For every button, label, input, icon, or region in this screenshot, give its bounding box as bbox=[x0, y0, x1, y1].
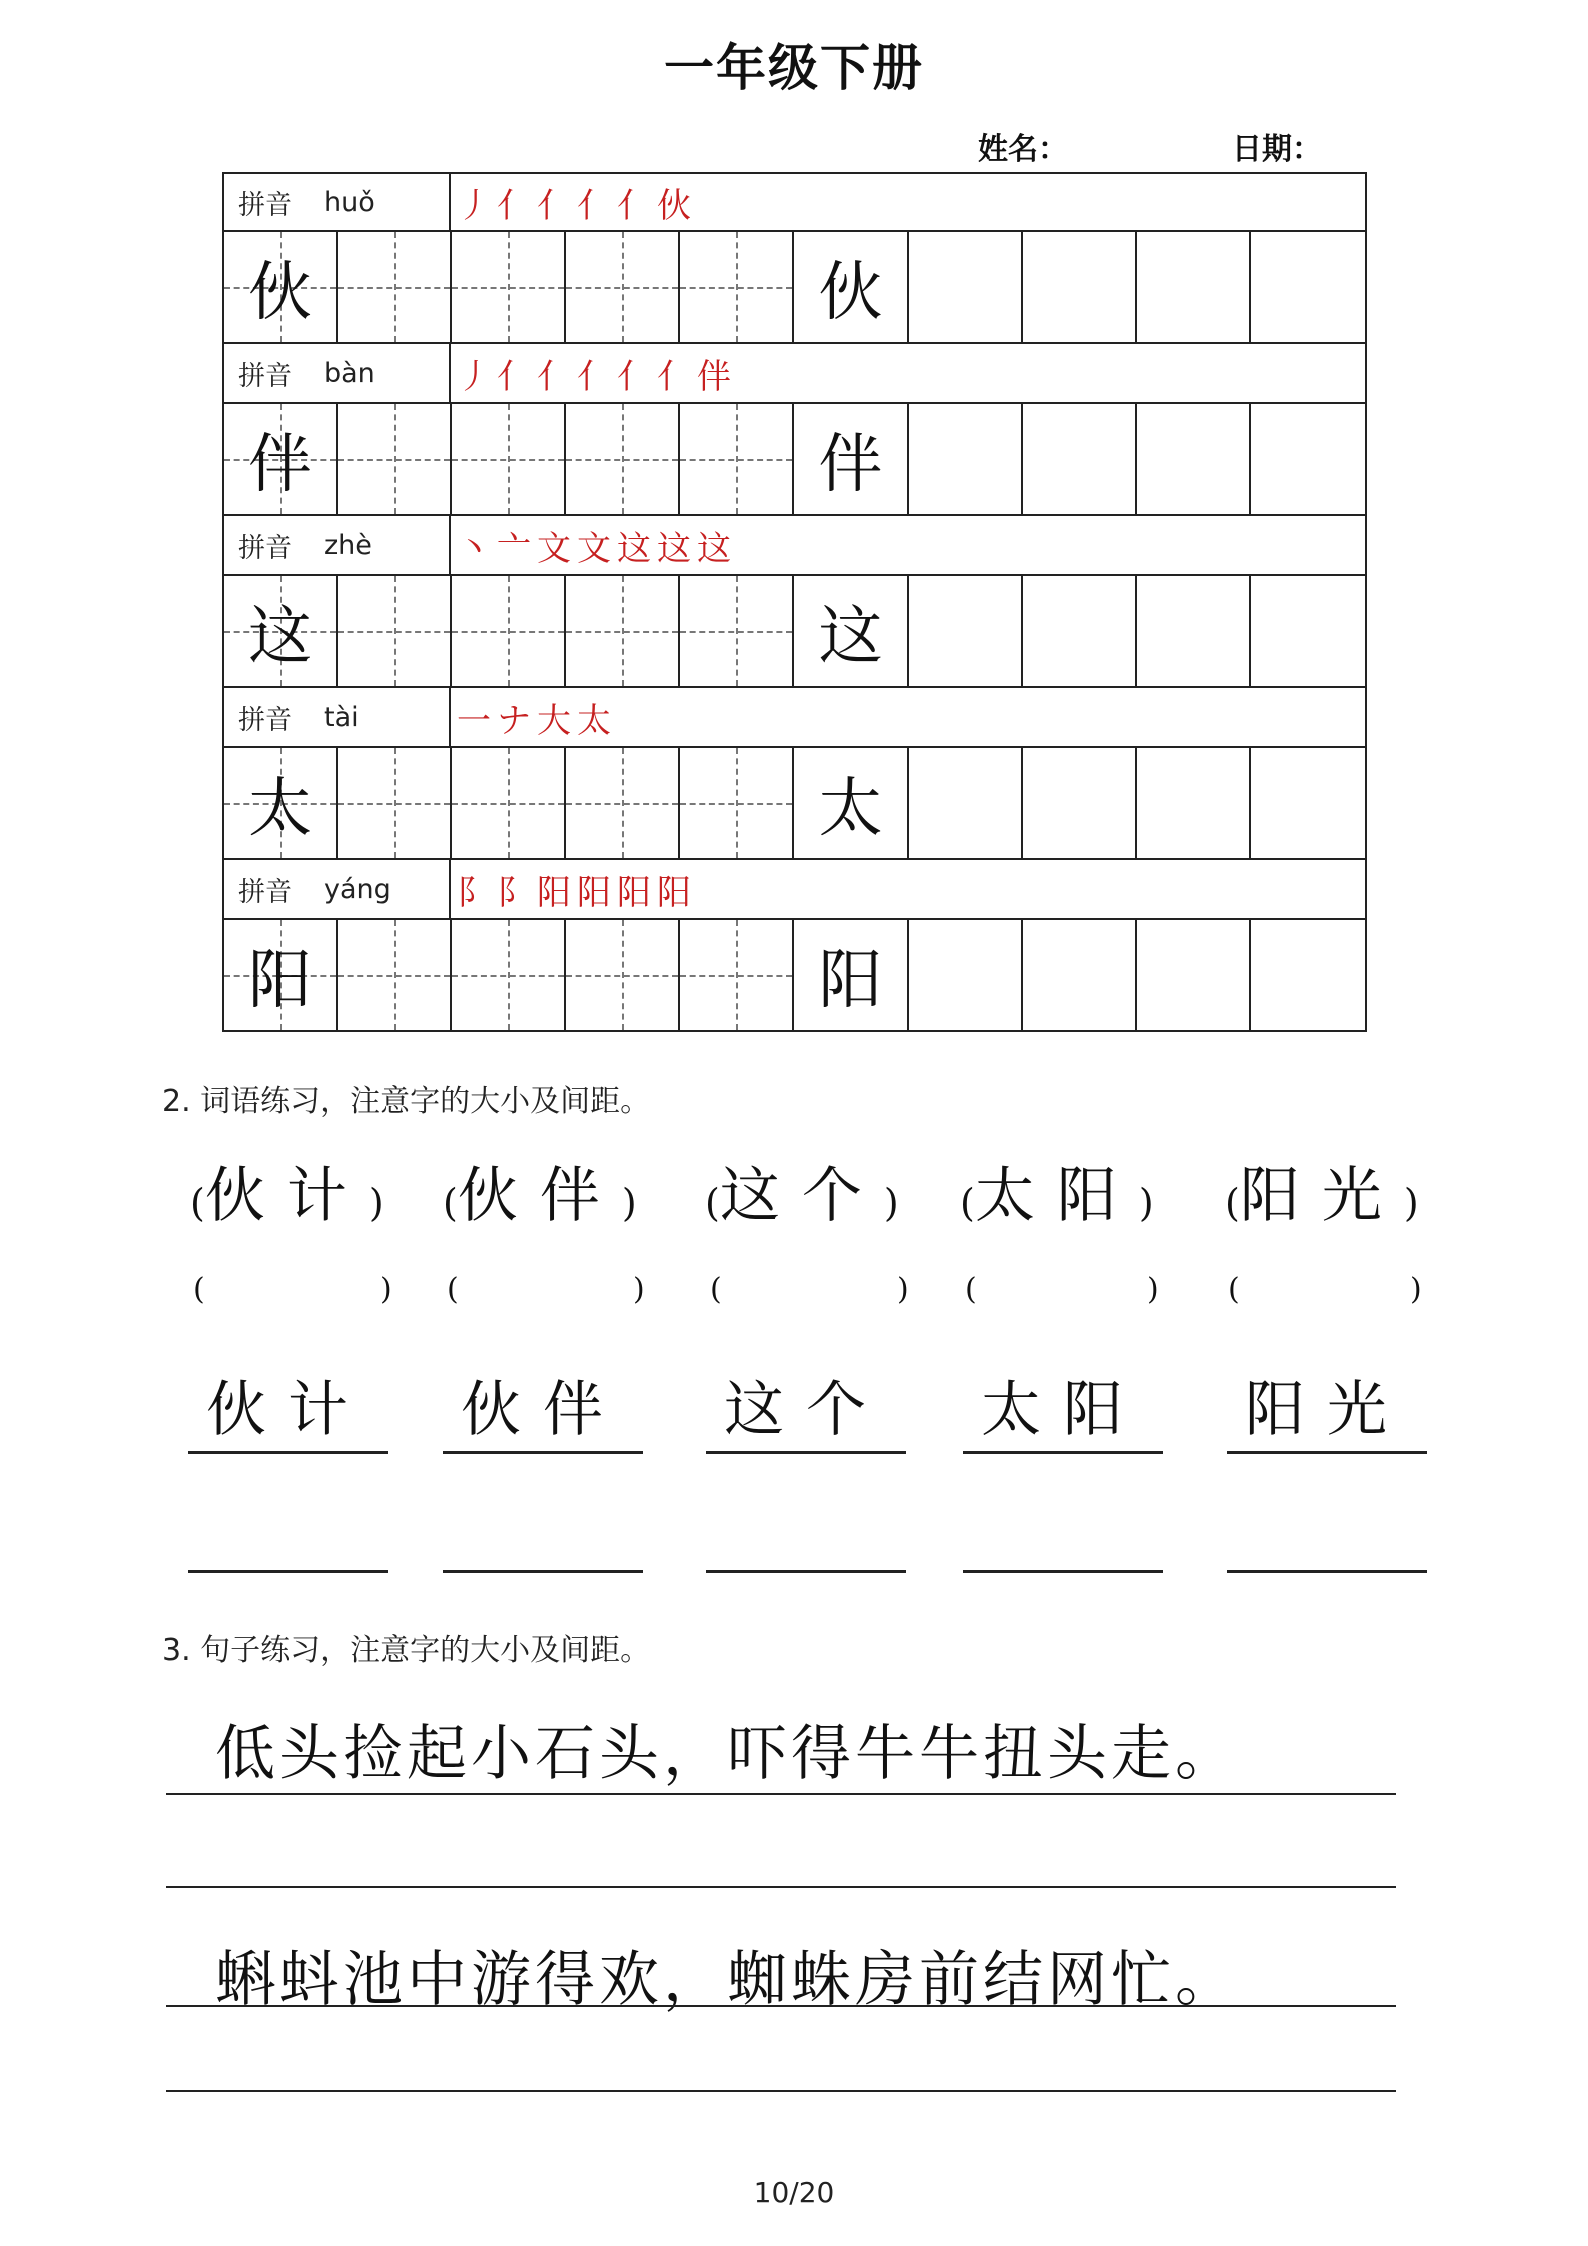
tracing-cell[interactable] bbox=[338, 920, 452, 1030]
pinyin-row bbox=[222, 688, 1367, 746]
copy-char-cell bbox=[794, 232, 908, 342]
tracing-cell[interactable] bbox=[566, 404, 680, 514]
model-char: 这 bbox=[248, 600, 313, 674]
pinyin-row bbox=[222, 860, 1367, 918]
writing-cell[interactable] bbox=[1137, 748, 1251, 858]
writing-cell[interactable] bbox=[1023, 920, 1137, 1030]
practice-grid bbox=[222, 172, 1367, 1032]
sentence-1: 低头捡起小石头，吓得牛牛扭头走。 bbox=[215, 1719, 1239, 1789]
word-writing-line[interactable] bbox=[188, 1570, 388, 1573]
blank-paren-close: ) bbox=[897, 1272, 909, 1307]
blank-paren-row bbox=[185, 1272, 1425, 1312]
writing-cell[interactable] bbox=[1251, 576, 1365, 686]
word-paren: (伙计) bbox=[190, 1161, 384, 1231]
pinyin-label: 拼音 bbox=[238, 532, 292, 564]
tracing-cell[interactable] bbox=[566, 920, 680, 1030]
tracing-cell[interactable] bbox=[566, 232, 680, 342]
char-row bbox=[222, 918, 1367, 1032]
tracing-cell[interactable] bbox=[566, 576, 680, 686]
model-char: 阳 bbox=[248, 944, 313, 1018]
pinyin-value: tài bbox=[324, 701, 359, 733]
word-paren: (伙伴) bbox=[443, 1161, 637, 1231]
blank-paren-close: ) bbox=[1410, 1272, 1422, 1307]
date-label: 日期： bbox=[1232, 132, 1322, 167]
tracing-cell[interactable] bbox=[338, 576, 452, 686]
writing-cell[interactable] bbox=[1137, 232, 1251, 342]
blank-paren-close: ) bbox=[633, 1272, 645, 1307]
char-row bbox=[222, 574, 1367, 688]
page-number: 10/20 bbox=[753, 2176, 835, 2209]
pinyin-label: 拼音 bbox=[238, 360, 292, 392]
pinyin-value: huǒ bbox=[324, 186, 375, 218]
blank-paren-close: ) bbox=[380, 1272, 392, 1307]
writing-cell[interactable] bbox=[1137, 404, 1251, 514]
word-paren: (阳光) bbox=[1225, 1161, 1419, 1231]
tracing-cell[interactable] bbox=[680, 232, 794, 342]
name-label: 姓名： bbox=[978, 132, 1068, 167]
writing-cell[interactable] bbox=[909, 748, 1023, 858]
stroke-order: 一ナ大太 bbox=[457, 700, 617, 741]
copy-char-cell bbox=[794, 920, 908, 1030]
underlined-word: 阳光 bbox=[1227, 1374, 1427, 1454]
writing-cell[interactable] bbox=[1251, 748, 1365, 858]
pinyin-row bbox=[222, 172, 1367, 230]
tracing-cell[interactable] bbox=[452, 232, 566, 342]
pinyin-value: bàn bbox=[324, 357, 375, 389]
word-paren-row bbox=[185, 1148, 1425, 1231]
writing-cell[interactable] bbox=[1137, 920, 1251, 1030]
model-char: 伴 bbox=[248, 428, 313, 502]
underlined-word: 这个 bbox=[706, 1374, 906, 1454]
word-paren: (太阳) bbox=[960, 1161, 1154, 1231]
model-char-cell bbox=[224, 920, 338, 1030]
writing-cell[interactable] bbox=[909, 576, 1023, 686]
pinyin-label: 拼音 bbox=[238, 189, 292, 221]
page-title: 一年级下册 bbox=[664, 39, 924, 97]
writing-cell[interactable] bbox=[909, 920, 1023, 1030]
writing-cell[interactable] bbox=[909, 404, 1023, 514]
sentence-underline bbox=[166, 2005, 1396, 2007]
stroke-order: 丿亻亻亻亻伙 bbox=[457, 185, 697, 226]
stroke-order: 阝阝阳阳阳阳 bbox=[457, 872, 697, 913]
tracing-cell[interactable] bbox=[452, 748, 566, 858]
tracing-cell[interactable] bbox=[452, 920, 566, 1030]
word-writing-line[interactable] bbox=[1227, 1570, 1427, 1573]
copy-char-cell bbox=[794, 576, 908, 686]
copy-char-cell bbox=[794, 404, 908, 514]
pinyin-row bbox=[222, 344, 1367, 402]
underlined-word: 伙计 bbox=[188, 1374, 388, 1454]
underlined-word: 伙伴 bbox=[443, 1374, 643, 1454]
sentence-underline bbox=[166, 1793, 1396, 1795]
sentence-2: 蝌蚪池中游得欢，蜘蛛房前结网忙。 bbox=[215, 1945, 1239, 2015]
copy-char: 阳 bbox=[818, 944, 883, 1018]
tracing-cell[interactable] bbox=[680, 404, 794, 514]
blank-paren-open: ( bbox=[1228, 1272, 1240, 1307]
copy-char-cell bbox=[794, 748, 908, 858]
sentence-writing-line[interactable] bbox=[166, 1886, 1396, 1888]
section3-title: 3. 句子练习，注意字的大小及间距。 bbox=[162, 1633, 651, 1668]
tracing-cell[interactable] bbox=[452, 404, 566, 514]
writing-cell[interactable] bbox=[1251, 404, 1365, 514]
word-writing-line[interactable] bbox=[706, 1570, 906, 1573]
word-paren: (这个) bbox=[705, 1161, 899, 1231]
underlined-word: 太阳 bbox=[963, 1374, 1163, 1454]
word-writing-line[interactable] bbox=[443, 1570, 643, 1573]
model-char-cell bbox=[224, 576, 338, 686]
writing-cell[interactable] bbox=[909, 232, 1023, 342]
writing-cell[interactable] bbox=[1137, 576, 1251, 686]
tracing-cell[interactable] bbox=[680, 576, 794, 686]
copy-char: 太 bbox=[818, 772, 883, 846]
pinyin-value: yáng bbox=[324, 873, 391, 905]
writing-cell[interactable] bbox=[1251, 920, 1365, 1030]
model-char-cell bbox=[224, 748, 338, 858]
copy-char: 这 bbox=[818, 600, 883, 674]
char-row bbox=[222, 746, 1367, 860]
tracing-cell[interactable] bbox=[338, 232, 452, 342]
tracing-cell[interactable] bbox=[680, 748, 794, 858]
tracing-cell[interactable] bbox=[338, 404, 452, 514]
copy-char: 伙 bbox=[818, 256, 883, 330]
writing-cell[interactable] bbox=[1023, 404, 1137, 514]
tracing-cell[interactable] bbox=[452, 576, 566, 686]
stroke-order: 丶亠文文这这这 bbox=[457, 528, 737, 569]
char-row bbox=[222, 230, 1367, 344]
writing-cell[interactable] bbox=[1251, 232, 1365, 342]
pinyin-label: 拼音 bbox=[238, 876, 292, 908]
model-char-cell bbox=[224, 232, 338, 342]
blank-paren-open: ( bbox=[965, 1272, 977, 1307]
section2-title: 2. 词语练习，注意字的大小及间距。 bbox=[162, 1084, 651, 1119]
tracing-cell[interactable] bbox=[566, 748, 680, 858]
model-char: 太 bbox=[248, 772, 313, 846]
tracing-cell[interactable] bbox=[680, 920, 794, 1030]
pinyin-label: 拼音 bbox=[238, 704, 292, 736]
tracing-cell[interactable] bbox=[338, 748, 452, 858]
word-writing-line[interactable] bbox=[963, 1570, 1163, 1573]
copy-char: 伴 bbox=[818, 428, 883, 502]
writing-cell[interactable] bbox=[1023, 232, 1137, 342]
pinyin-row bbox=[222, 516, 1367, 574]
model-char: 伙 bbox=[248, 256, 313, 330]
model-char-cell bbox=[224, 404, 338, 514]
sentence-writing-line[interactable] bbox=[166, 2090, 1396, 2092]
blank-paren-open: ( bbox=[193, 1272, 205, 1307]
blank-paren-open: ( bbox=[710, 1272, 722, 1307]
writing-cell[interactable] bbox=[1023, 748, 1137, 858]
blank-paren-close: ) bbox=[1147, 1272, 1159, 1307]
blank-paren-open: ( bbox=[447, 1272, 459, 1307]
pinyin-value: zhè bbox=[324, 529, 372, 561]
writing-cell[interactable] bbox=[1023, 576, 1137, 686]
char-row bbox=[222, 402, 1367, 516]
stroke-order: 丿亻亻亻亻亻伴 bbox=[457, 356, 737, 397]
